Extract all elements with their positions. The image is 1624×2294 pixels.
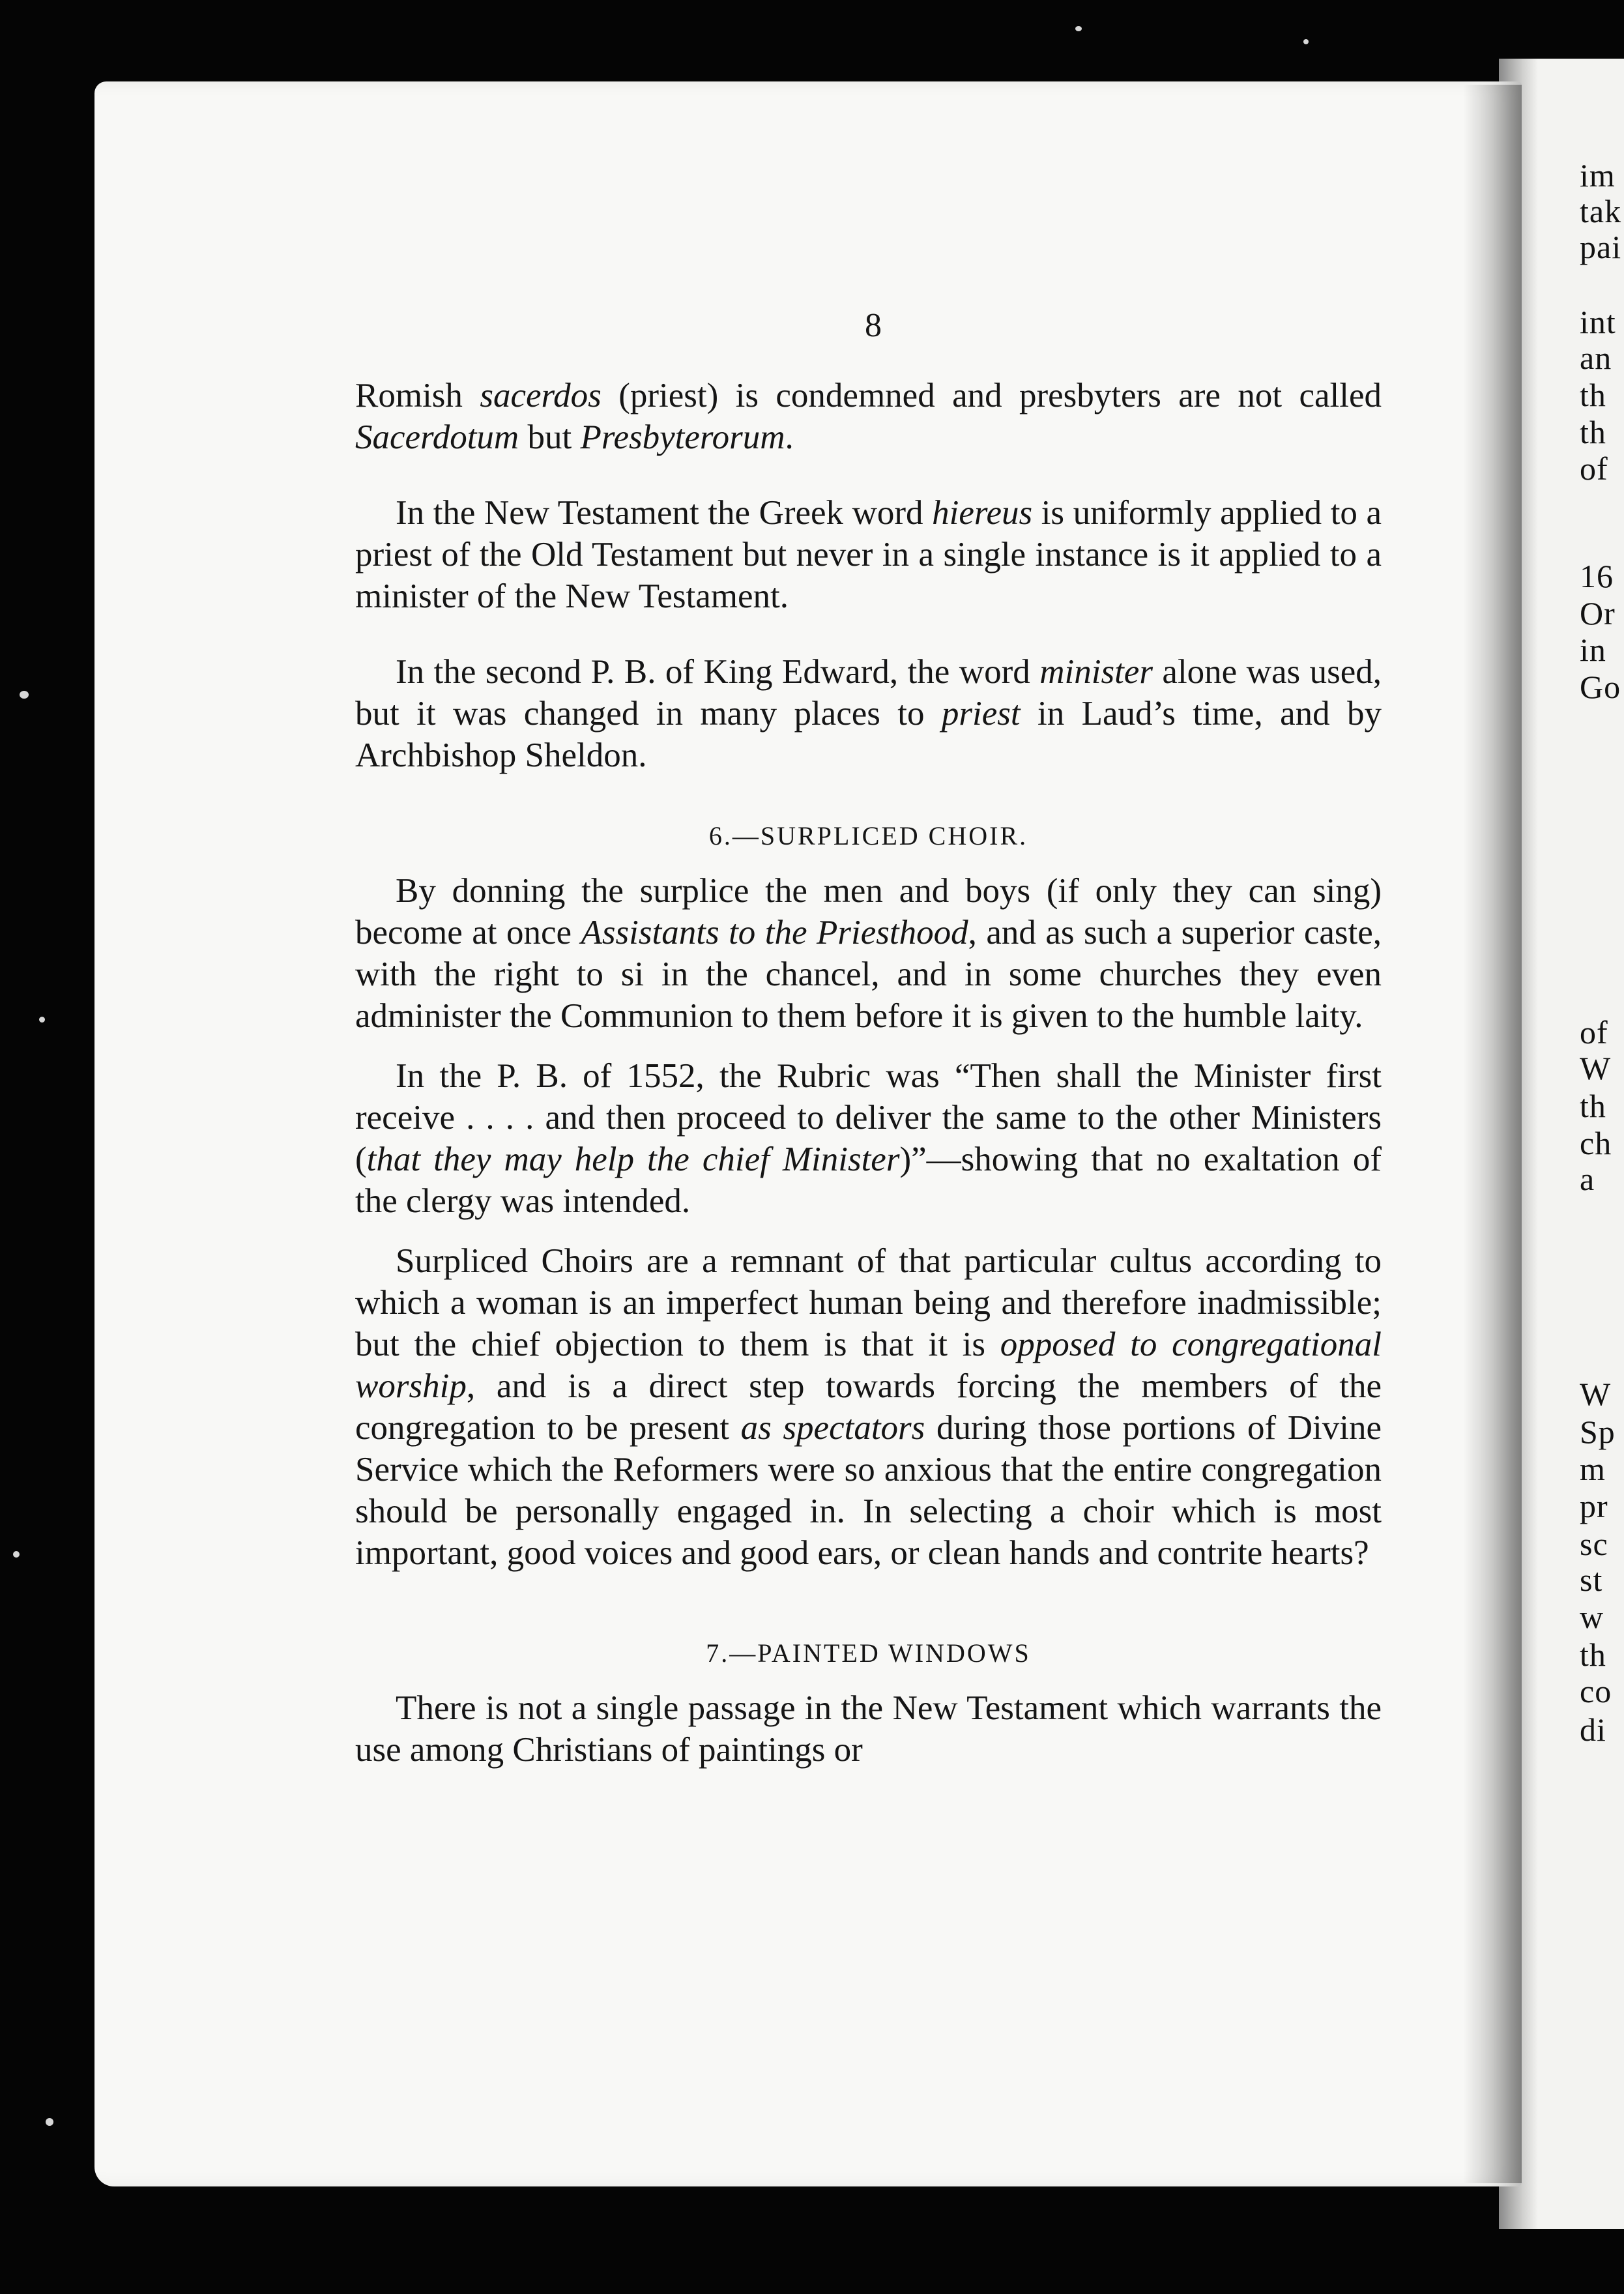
italic-run: hiereus [932,494,1033,532]
text-run: . [785,418,794,456]
paragraph [355,1240,1382,1574]
dust-speck [1303,39,1309,44]
text-column [355,293,1382,1771]
paragraph [355,1687,1382,1771]
text-run: in Laud’s time, and by Archbishop Sheldon. [355,695,1382,774]
text-run: In the second P. B. of King Edward, the word [396,653,1040,691]
dust-speck [20,691,29,699]
next-page-fragment: co [1580,1673,1612,1709]
text-run: )”—showing that no exaltation of the clergy was intended. [355,1140,1382,1220]
text-run: (priest) is condemned and presbyters are not called [601,377,1382,414]
paragraph [355,375,1382,458]
next-page-fragment: Go [1580,669,1621,705]
italic-run: opposed to congregational worship [355,1326,1382,1405]
next-page-fragment: th [1580,414,1606,450]
next-page-fragment: ch [1580,1125,1612,1161]
dust-speck [46,2118,53,2126]
dust-speck [1075,26,1082,31]
next-page-fragment: th [1580,377,1606,413]
next-page-fragment: 16 [1580,558,1614,594]
text-run: but [519,418,581,456]
paragraph [355,651,1382,776]
text-run: alone was used, but it was changed in many places to [355,653,1382,733]
text-run: There is not a single passage in the New Testament which warrants the use among Christians of paintings or [355,1689,1382,1769]
text-run: , and is a direct step towards forcing the members of the congregation to be present [355,1367,1382,1447]
next-page-fragment: st [1580,1561,1603,1598]
next-page-fragment: an [1580,340,1612,376]
dust-speck [39,1017,45,1023]
next-page-fragment: W [1580,1050,1612,1086]
text-run: during those portions of Divine Service which the Reformers were so anxious that the entire congregation should be personally engaged in. In selecting a choir which is most important, good voices and good ears, or clean hands and contrite hearts? [355,1409,1382,1572]
italic-run: that they may help the chief Minister [366,1140,900,1178]
paragraph [355,870,1382,1037]
text-run: is uniformly applied to a priest of the Old Testament but never in a single instance is it applied to a minister of the New Testament. [355,494,1382,615]
paragraph [355,1055,1382,1222]
next-page-fragment: m [1580,1451,1606,1487]
next-page-fragment: di [1580,1711,1606,1748]
italic-run: priest [941,695,1021,733]
dust-speck [13,1551,20,1558]
next-page-fragment: in [1580,632,1606,668]
next-page-fragment: th [1580,1088,1606,1124]
italic-run: as spectators [740,1409,925,1447]
section-heading-surpliced-choir: 6.—SURPLICED CHOIR. [708,821,1028,850]
text-run: By donning the surplice the men and boys (if only they can sing) become at once [355,872,1382,951]
text-run: Romish [355,377,480,414]
next-page-fragment: of [1580,450,1608,487]
italic-run: Sacerdotum [355,418,519,456]
next-page-fragment: pr [1580,1488,1608,1524]
text-run: In the New Testament the Greek word [396,494,933,532]
next-page-fragment: tak [1580,193,1622,229]
next-page-fragment: a [1580,1161,1595,1197]
next-page-fragment: of [1580,1014,1608,1051]
italic-run: minister [1039,653,1153,691]
next-page-fragment: W [1580,1376,1612,1412]
text-run: In the P. B. of 1552, the Rubric was “Then shall the Minister first receive . . . . and then proceed to deliver the same to the other Ministers ( [355,1057,1382,1178]
italic-run: Assistants to the Priesthood [581,914,968,951]
paragraph [355,492,1382,617]
italic-run: Presbyterorum [580,418,785,456]
page-number: 8 [865,307,882,344]
next-page-fragment: w [1580,1599,1604,1635]
italic-run: sacerdos [480,377,602,414]
next-page-fragment: pai [1580,229,1622,265]
next-page-fragment: im [1580,157,1616,194]
next-page-fragment: Or [1580,595,1616,632]
spine-shadow [1463,85,1522,2183]
text-run: Surpliced Choirs are a remnant of that particular cultus according to which a woman is an imperfect human being and therefore inadmissible; but the chief objection to them is that it is [355,1242,1382,1363]
text-run: , and as such a superior caste, with the right to si in the chancel, and in some churches they even administer the Communion to them before it is given to the humble laity. [355,914,1382,1035]
next-page-fragment: Sp [1580,1414,1616,1450]
section-heading-painted-windows: 7.—PAINTED WINDOWS [706,1638,1031,1668]
next-page-fragment: th [1580,1636,1606,1673]
next-page-fragment: sc [1580,1526,1608,1562]
next-page-fragment: int [1580,304,1616,340]
